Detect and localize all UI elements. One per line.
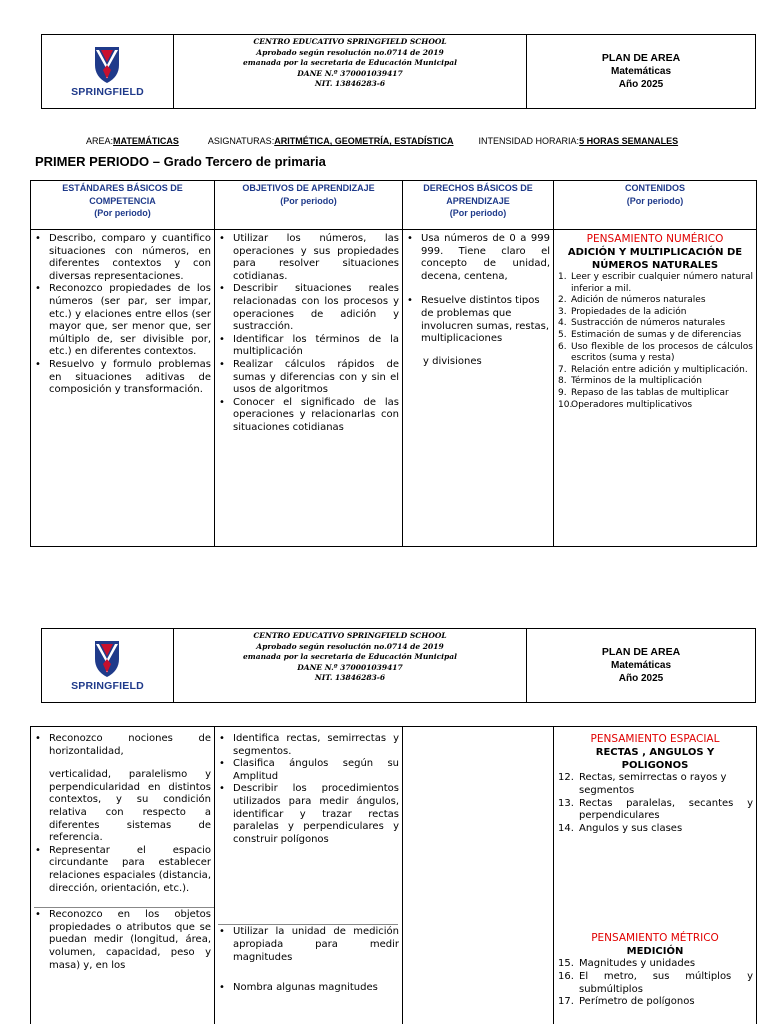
hours-value: 5 HORAS SEMANALES — [579, 136, 679, 146]
area-meta-line — [86, 136, 678, 146]
content-item: 17. Perímetro de polígonos — [554, 996, 756, 1009]
logo-cell — [42, 35, 174, 108]
content-item: 8. Términos de la multiplicación — [554, 376, 756, 388]
section2-row — [30, 726, 757, 1024]
col-header-objectives — [215, 181, 403, 229]
col-title: CONTENIDOS — [624, 183, 685, 193]
list-item: • Describir situaciones reales relacionadas con los procesos y operaciones de adición y sustracción. — [215, 283, 402, 333]
standards-cell — [31, 230, 215, 546]
content-thought: PENSAMIENTO NUMÉRICO — [586, 233, 724, 245]
standards-cell — [31, 727, 215, 1024]
list-item: • Resuelve distintos tipos de problemas que involucren sumas, restas, multiplicaciones — [403, 295, 553, 345]
content-item: 14. Angulos y sus clases — [554, 823, 756, 836]
plan-info — [527, 629, 755, 702]
content-item: 4. Sustracción de números naturales — [554, 318, 756, 330]
contents-cell — [554, 230, 756, 546]
content-list — [554, 958, 756, 1009]
list-item: • Identificar los términos de la multiplicación — [215, 334, 402, 359]
col-header-standards — [31, 181, 215, 229]
list-item: • Utilizar la unidad de medición apropiada para medir magnitudes — [215, 926, 402, 964]
content-item: 9. Repaso de las tablas de multiplicar — [554, 388, 756, 400]
content-item: 7. Relación entre adición y multiplicación. — [554, 365, 756, 377]
school-info — [174, 629, 527, 702]
subjects-label: ASIGNATURAS: — [207, 136, 275, 146]
list-item: • Reconozco propiedades de los números (ser par, ser impar, etc.) y elaciones entre ellos (ser mayor que, ser menor que, ser múltiplo de, ser divisible por, etc.) en diferentes contextos. — [31, 283, 214, 359]
shield-icon — [92, 639, 122, 679]
content-item: 1. Leer y escribir cualquier número natural inferior a mil. — [554, 272, 756, 295]
school-logo — [71, 45, 144, 98]
content-item: 12. Rectas, semirrectas o rayos y segmentos — [554, 772, 756, 798]
plan-info — [527, 35, 755, 108]
resolution-text: Aprobado según resolución no.0714 de 2019 — [256, 47, 444, 57]
col-sub: (Por periodo) — [280, 195, 337, 206]
content-thought: PENSAMIENTO MÉTRICO — [591, 931, 719, 944]
dane-text: DANE N.º 370001039417 — [297, 68, 403, 78]
shield-icon — [92, 45, 122, 85]
subject-text: Matemáticas — [610, 66, 672, 77]
content-title: ADICIÓN Y MULTIPLICACIÓN DE NÚMEROS NATURALES — [567, 247, 743, 271]
col-sub: (Por periodo) — [94, 208, 151, 218]
year-text: Año 2025 — [618, 673, 664, 684]
nit-text: NIT. 13846283-6 — [314, 79, 386, 88]
standards-continuation: verticalidad, paralelismo y perpendicularidad en distintos contextos, y su condición relativa con respecto a diferentes sistemas de referencia. — [49, 769, 211, 844]
logo-cell — [42, 629, 174, 702]
col-header-contents — [554, 181, 756, 229]
list-item: • Identifica rectas, semirrectas y segmentos. — [215, 733, 402, 758]
col-title: ESTÁNDARES BÁSICOS DE COMPETENCIA — [62, 183, 183, 206]
school-name: CENTRO EDUCATIVO SPRINGFIELD SCHOOL — [253, 631, 447, 640]
logo-wordmark: SPRINGFIELD — [71, 680, 144, 692]
content-item: 13. Rectas paralelas, secantes y perpendiculares — [554, 798, 756, 824]
content-item: 10. Operadores multiplicativos — [554, 400, 756, 412]
content-title: MEDICIÓN — [626, 945, 684, 957]
nit-text: NIT. 13846283-6 — [314, 673, 386, 682]
content-item: 2. Adición de números naturales — [554, 295, 756, 307]
doc-title: PLAN DE AREA — [601, 52, 681, 64]
list-item: • Usa números de 0 a 999 999. Tiene claro el concepto de unidad, decena, centena, — [403, 233, 553, 283]
resolution-text: Aprobado según resolución no.0714 de 2019 — [256, 641, 444, 651]
document-header-page2 — [41, 628, 756, 703]
column-header-row — [30, 180, 757, 230]
school-info — [174, 35, 527, 108]
col-sub: (Por periodo) — [626, 195, 684, 206]
school-logo — [71, 639, 144, 692]
period-title: PRIMER PERIODO – Grado Tercero de primaria — [35, 154, 326, 169]
objectives-cell — [215, 230, 403, 546]
list-item: • Reconozco nociones de horizontalidad, — [31, 733, 214, 758]
document-header — [41, 34, 756, 109]
col-sub: (Por periodo) — [449, 208, 507, 218]
rights-extra: y divisiones — [423, 355, 482, 367]
subject-text: Matemáticas — [610, 660, 672, 671]
list-item: • Nombra algunas magnitudes — [215, 982, 402, 995]
col-header-rights — [403, 181, 554, 229]
issuer-text: emanada por la secretaria de Educación Municipal — [243, 58, 457, 67]
issuer-text: emanada por la secretaria de Educación Municipal — [243, 652, 457, 661]
list-item: • Describo, comparo y cuantifico situaciones con números, en diferentes contextos y con diversas representaciones. — [31, 233, 214, 283]
rights-cell — [403, 727, 554, 1024]
list-item: • Reconozco en los objetos propiedades o atributos que se puedan medir (longitud, área, volumen, capacidad, peso y masa) y, en los — [31, 909, 214, 972]
content-item: 15. Magnitudes y unidades — [554, 958, 756, 971]
content-list — [554, 272, 756, 411]
list-item: • Describir los procedimientos utilizados para medir ángulos, identificar y trazar rectas paralelas y perpendiculares y construir polígonos — [215, 783, 402, 846]
school-name: CENTRO EDUCATIVO SPRINGFIELD SCHOOL — [253, 37, 447, 46]
list-item: • Realizar cálculos rápidos de sumas y diferencias con y sin el usos de algoritmos — [215, 359, 402, 397]
content-list — [554, 772, 756, 836]
list-item: • Utilizar los números, las operaciones y sus propiedades para resolver situaciones cotidianas. — [215, 233, 402, 283]
year-text: Año 2025 — [618, 79, 664, 90]
col-title: DERECHOS BÁSICOS DE APRENDIZAJE — [423, 183, 533, 206]
logo-wordmark: SPRINGFIELD — [71, 86, 144, 98]
list-item: • Clasifica ángulos según su Amplitud — [215, 758, 402, 783]
area-value: MATEMÁTICAS — [113, 136, 179, 146]
divider — [34, 907, 214, 908]
list-item: • Resuelvo y formulo problemas en situaciones aditivas de composición y transformación. — [31, 359, 214, 397]
rights-cell — [403, 230, 554, 546]
content-item: 6. Uso flexible de los procesos de cálculos escritos (suma y resta) — [554, 342, 756, 365]
content-item: 3. Propiedades de la adición — [554, 307, 756, 319]
hours-label: INTENSIDAD HORARIA: — [478, 136, 580, 146]
content-item: 5. Estimación de sumas y de diferencias — [554, 330, 756, 342]
section1-row — [30, 229, 757, 547]
doc-title: PLAN DE AREA — [601, 646, 681, 658]
content-title: RECTAS , ANGULOS Y POLIGONOS — [595, 747, 715, 771]
col-title: OBJETIVOS DE APRENDIZAJE — [242, 183, 375, 193]
list-item: • Representar el espacio circundante para establecer relaciones espaciales (distancia, dirección, orientación, etc.). — [31, 845, 214, 895]
subjects-value: ARITMÉTICA, GEOMETRÍA, ESTADÍSTICA — [274, 136, 454, 146]
dane-text: DANE N.º 370001039417 — [297, 662, 403, 672]
list-item: • Conocer el significado de las operaciones y relacionarlas con situaciones cotidianas — [215, 397, 402, 435]
content-item: 16. El metro, sus múltiplos y submúltiplos — [554, 971, 756, 997]
contents-cell — [554, 727, 756, 1024]
content-thought: PENSAMIENTO ESPACIAL — [590, 733, 720, 745]
area-label: AREA: — [86, 136, 114, 146]
objectives-cell — [215, 727, 403, 1024]
